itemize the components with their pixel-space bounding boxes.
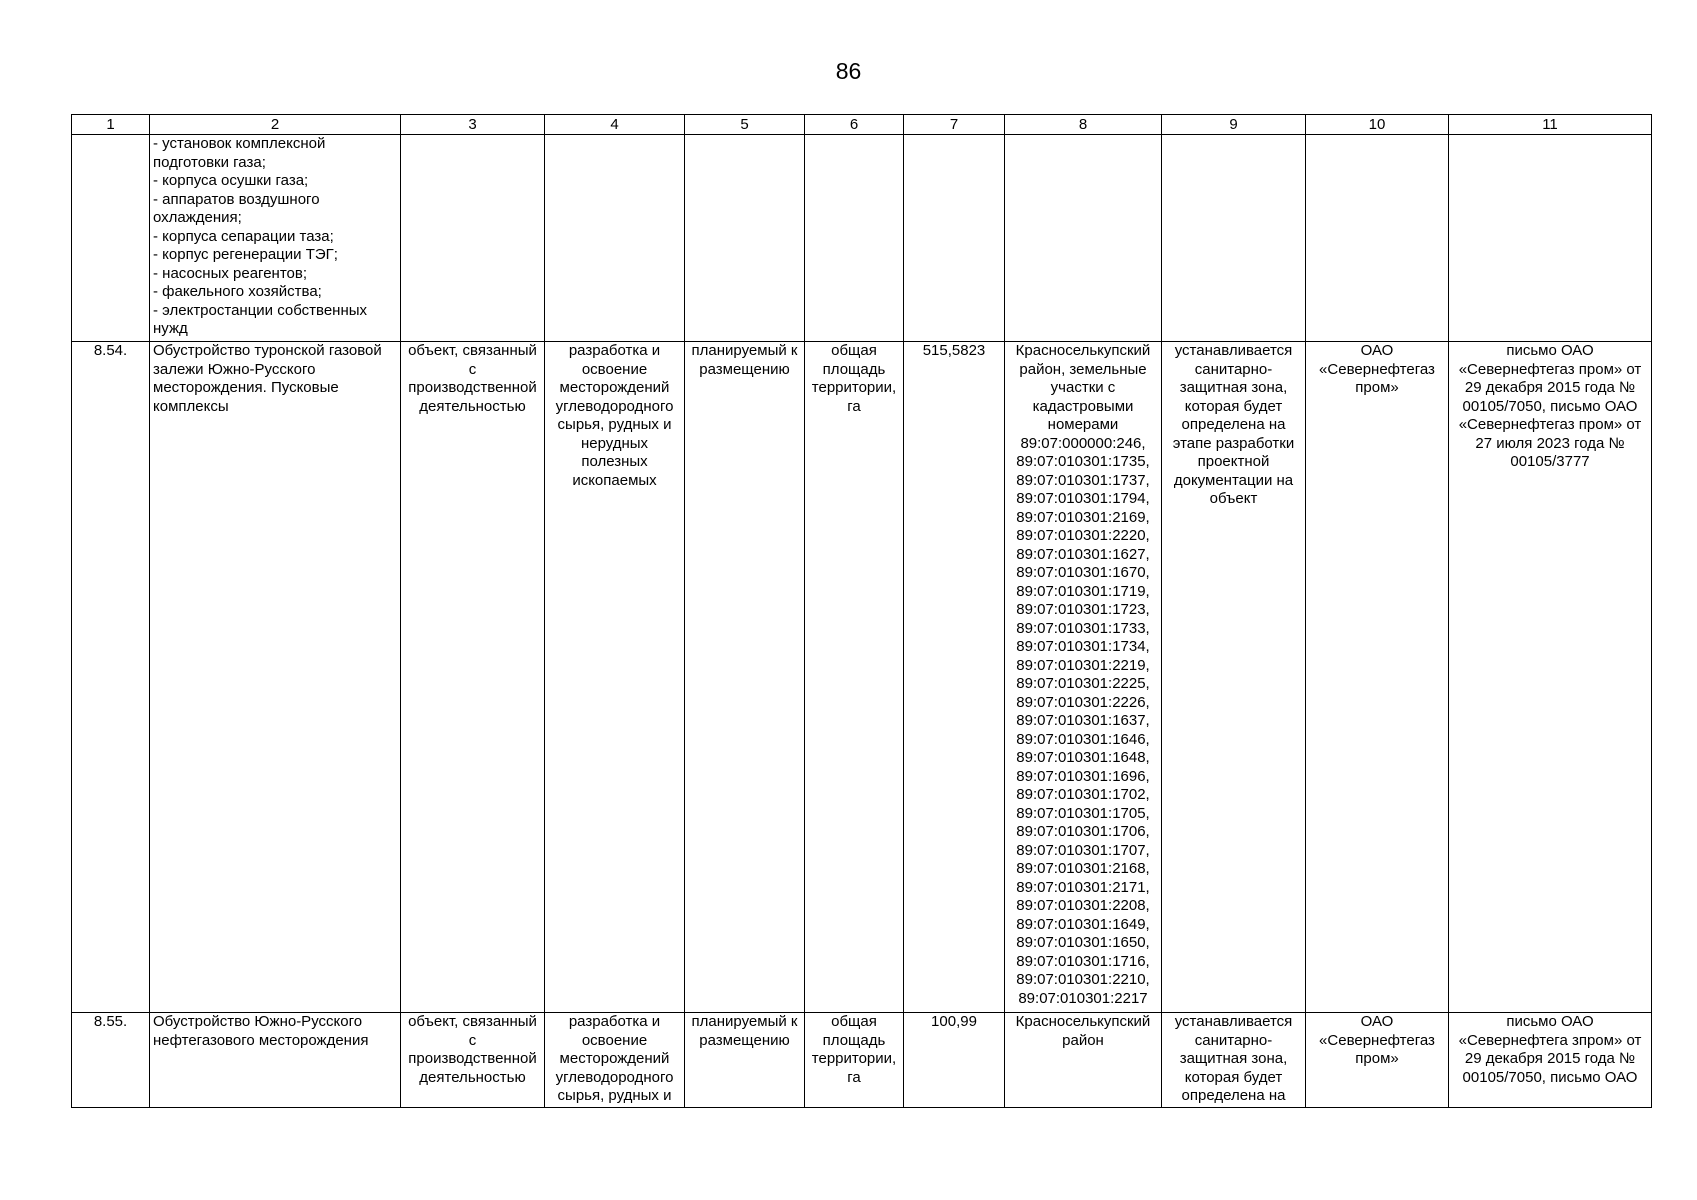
column-number: 3 [401, 115, 545, 135]
characteristic-value: 515,5823 [904, 342, 1005, 1013]
object-type: объект, связанный с производственной деятельностью [401, 342, 545, 1013]
empty-cell [72, 135, 150, 342]
table-row [72, 1013, 1652, 1108]
register-table [71, 114, 1652, 1108]
empty-cell [685, 135, 805, 342]
column-number-row [72, 115, 1652, 135]
empty-cell [1162, 135, 1306, 342]
object-purpose: разработка и освоение месторождений углеводородного сырья, рудных и [545, 1013, 685, 1108]
column-number: 11 [1449, 115, 1652, 135]
column-number: 2 [150, 115, 401, 135]
row-number: 8.55. [72, 1013, 150, 1108]
object-type: объект, связанный с производственной деятельностью [401, 1013, 545, 1108]
empty-cell [545, 135, 685, 342]
table-row [72, 342, 1652, 1013]
empty-cell [1449, 135, 1652, 342]
column-number: 7 [904, 115, 1005, 135]
column-number: 4 [545, 115, 685, 135]
object-characteristic: общая площадь территории, га [805, 1013, 904, 1108]
object-location: Красноселькупский район [1005, 1013, 1162, 1108]
continuation-row [72, 135, 1652, 342]
object-status: планируемый к размещению [685, 342, 805, 1013]
protection-zone: устанавливается санитарно-защитная зона, которая будет определена на этапе разработки проектной документации на объект [1162, 342, 1306, 1013]
page-number: 86 [835, 58, 862, 84]
continuation-list: - установок комплексной подготовки газа; - корпуса осушки газа; - аппаратов воздушного охлаждения; - корпуса сепарации таза; - корпус регенерации ТЭГ; - насосных реагентов; - факельного хозяйства; - электростанции собственных нужд [150, 135, 401, 342]
column-number: 1 [72, 115, 150, 135]
protection-zone: устанавливается санитарно-защитная зона, которая будет определена на [1162, 1013, 1306, 1108]
object-purpose: разработка и освоение месторождений углеводородного сырья, рудных и нерудных полезных ископаемых [545, 342, 685, 1013]
object-status: планируемый к размещению [685, 1013, 805, 1108]
empty-cell [1005, 135, 1162, 342]
basis-document: письмо ОАО «Севернефтега зпром» от 29 декабря 2015 года № 00105/7050, письмо ОАО [1449, 1013, 1652, 1108]
column-number: 8 [1005, 115, 1162, 135]
column-number: 9 [1162, 115, 1306, 135]
row-number: 8.54. [72, 342, 150, 1013]
column-number: 10 [1306, 115, 1449, 135]
empty-cell [904, 135, 1005, 342]
basis-document: письмо ОАО «Севернефтегаз пром» от 29 декабря 2015 года № 00105/7050, письмо ОАО «Севернефтегаз пром» от 27 июля 2023 года № 00105/3777 [1449, 342, 1652, 1013]
organization: ОАО «Севернефтегаз пром» [1306, 1013, 1449, 1108]
characteristic-value: 100,99 [904, 1013, 1005, 1108]
empty-cell [1306, 135, 1449, 342]
empty-cell [401, 135, 545, 342]
object-characteristic: общая площадь территории, га [805, 342, 904, 1013]
empty-cell [805, 135, 904, 342]
column-number: 6 [805, 115, 904, 135]
column-number: 5 [685, 115, 805, 135]
object-name: Обустройство Южно-Русского нефтегазового месторождения [150, 1013, 401, 1108]
object-name: Обустройство туронской газовой залежи Южно-Русского месторождения. Пусковые комплексы [150, 342, 401, 1013]
object-location: Красноселькупский район, земельные участки с кадастровыми номерами 89:07:000000:246, 89:07:010301:1735, 89:07:010301:1737, 89:07:010301:1794, 89:07:010301:2169, 89:07:010301:2220, 89:07:010301:1627, 89:07:010301:1670, 89:07:010301:1719, 89:07:010301:1723, 89:07:010301:1733, 89:07:010301:1734, 89:07:010301:2219, 89:07:010301:2225, 89:07:010301:2226, 89:07:010301:1637, 89:07:010301:1646, 89:07:010301:1648, 89:07:010301:1696, 89:07:010301:1702, 89:07:010301:1705, 89:07:010301:1706, 89:07:010301:1707, 89:07:010301:2168, 89:07:010301:2171, 89:07:010301:2208, 89:07:010301:1649, 89:07:010301:1650, 89:07:010301:1716, 89:07:010301:2210, 89:07:010301:2217 [1005, 342, 1162, 1013]
organization: ОАО «Севернефтегаз пром» [1306, 342, 1449, 1013]
